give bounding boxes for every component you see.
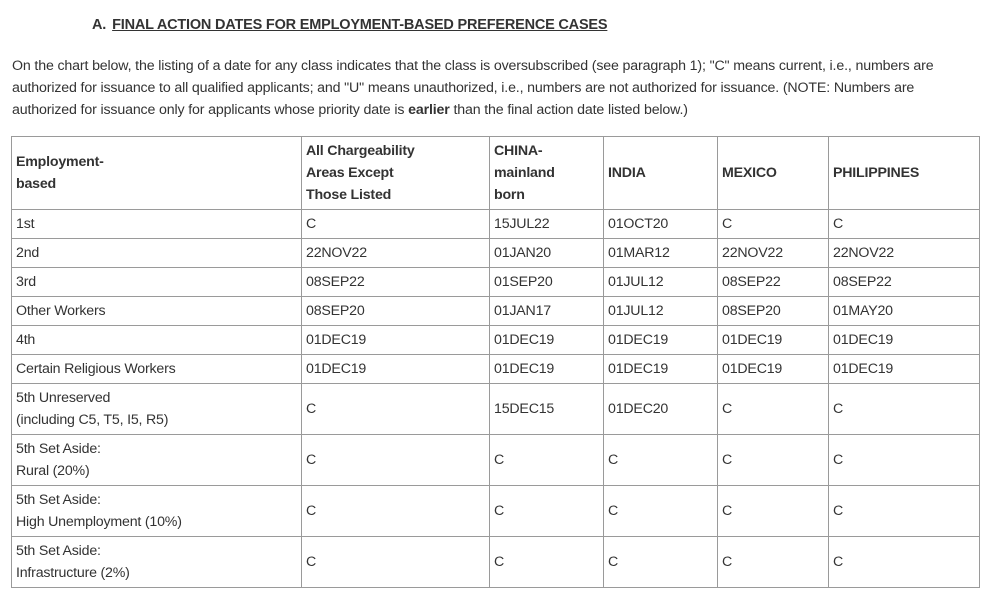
intro-text: On the chart below, the listing of a date for any class indicates that the class is oversubscribed (see paragraph 1); "C" means current, i.e., numbers are authorized for issuance to all qualified applicants; and "U" means unauthorized, i.e., numbers are not authorized for issuance. (NOTE: Numbers are authorized for issuance only for applicants whose priority date is [12,58,934,118]
header-line: based [16,176,57,192]
date-cell: 22NOV22 [718,239,829,268]
table-row [12,326,980,355]
category-line: High Unemployment (10%) [16,514,182,530]
header-line: born [494,187,525,203]
header-line: mainland [494,165,555,181]
category-cell [12,210,302,239]
date-cell: C [604,537,718,588]
header-line: Employment- [16,154,104,170]
column-header [604,137,718,210]
date-cell: 08SEP22 [829,268,980,297]
table-row [12,297,980,326]
column-header [718,137,829,210]
column-header [12,137,302,210]
column-header [302,137,490,210]
date-cell: 22NOV22 [829,239,980,268]
category-line: Infrastructure (2%) [16,565,130,581]
date-cell: 08SEP20 [718,297,829,326]
header-line: All Chargeability [306,143,415,159]
category-line: 3rd [16,274,36,290]
date-cell: 01DEC19 [718,355,829,384]
date-cell: C [490,537,604,588]
table-row [12,486,980,537]
table-row [12,210,980,239]
date-cell: 15JUL22 [490,210,604,239]
category-cell [12,486,302,537]
date-cell: 01JAN17 [490,297,604,326]
category-line: 2nd [16,245,40,261]
table-header-row [12,137,980,210]
section-title: FINAL ACTION DATES FOR EMPLOYMENT-BASED PREFERENCE CASES [112,17,608,33]
intro-emphasis: earlier [408,102,450,118]
table-row [12,355,980,384]
date-cell: C [604,486,718,537]
date-cell: C [718,210,829,239]
date-cell: 01DEC19 [604,326,718,355]
date-cell: 01DEC19 [302,326,490,355]
header-line: PHILIPPINES [833,165,920,181]
category-cell [12,297,302,326]
header-line: Those Listed [306,187,392,203]
date-cell: C [829,537,980,588]
date-cell: C [604,435,718,486]
header-line: MEXICO [722,165,777,181]
date-cell: C [829,210,980,239]
section-heading [92,17,607,33]
date-cell: 01JUL12 [604,297,718,326]
date-cell: 01DEC19 [490,355,604,384]
column-header [490,137,604,210]
date-cell: C [829,435,980,486]
category-line: 1st [16,216,35,232]
category-cell [12,239,302,268]
table-row [12,268,980,297]
date-cell: C [718,384,829,435]
date-cell: C [302,435,490,486]
date-cell: 01OCT20 [604,210,718,239]
date-cell: C [302,537,490,588]
date-cell: 01DEC20 [604,384,718,435]
date-cell: 22NOV22 [302,239,490,268]
date-cell: C [718,486,829,537]
column-header [829,137,980,210]
date-cell: C [718,537,829,588]
date-cell: C [302,486,490,537]
date-cell: 01MAR12 [604,239,718,268]
date-cell: 01DEC19 [490,326,604,355]
date-cell: 01SEP20 [490,268,604,297]
category-cell [12,326,302,355]
category-line: 4th [16,332,36,348]
category-cell [12,268,302,297]
date-cell: C [829,384,980,435]
date-cell: 01DEC19 [829,326,980,355]
date-cell: 08SEP22 [718,268,829,297]
date-cell: 01JUL12 [604,268,718,297]
category-cell [12,355,302,384]
category-line: Certain Religious Workers [16,361,176,377]
date-cell: 08SEP20 [302,297,490,326]
category-line: 5th Set Aside: [16,441,101,457]
intro-text-end: than the final action date listed below.) [449,102,688,118]
table-row [12,435,980,486]
date-cell: 01JAN20 [490,239,604,268]
date-cell: C [302,210,490,239]
category-line: Rural (20%) [16,463,90,479]
category-cell [12,435,302,486]
category-line: 5th Unreserved [16,390,111,406]
date-cell: 01DEC19 [718,326,829,355]
section-letter: A. [92,17,107,33]
table-row [12,384,980,435]
final-action-dates-table [11,136,980,588]
category-line: 5th Set Aside: [16,492,101,508]
table-row [12,537,980,588]
date-cell: C [490,435,604,486]
date-cell: 08SEP22 [302,268,490,297]
header-line: CHINA- [494,143,543,159]
header-line: INDIA [608,165,646,181]
date-cell: 01DEC19 [302,355,490,384]
date-cell: 01DEC19 [604,355,718,384]
date-cell: C [302,384,490,435]
table-row [12,239,980,268]
category-line: (including C5, T5, I5, R5) [16,412,169,428]
header-line: Areas Except [306,165,394,181]
date-cell: C [490,486,604,537]
category-cell [12,384,302,435]
category-line: 5th Set Aside: [16,543,101,559]
category-line: Other Workers [16,303,106,319]
intro-paragraph [12,55,978,121]
date-cell: C [829,486,980,537]
date-cell: 15DEC15 [490,384,604,435]
date-cell: C [718,435,829,486]
date-cell: 01MAY20 [829,297,980,326]
date-cell: 01DEC19 [829,355,980,384]
category-cell [12,537,302,588]
